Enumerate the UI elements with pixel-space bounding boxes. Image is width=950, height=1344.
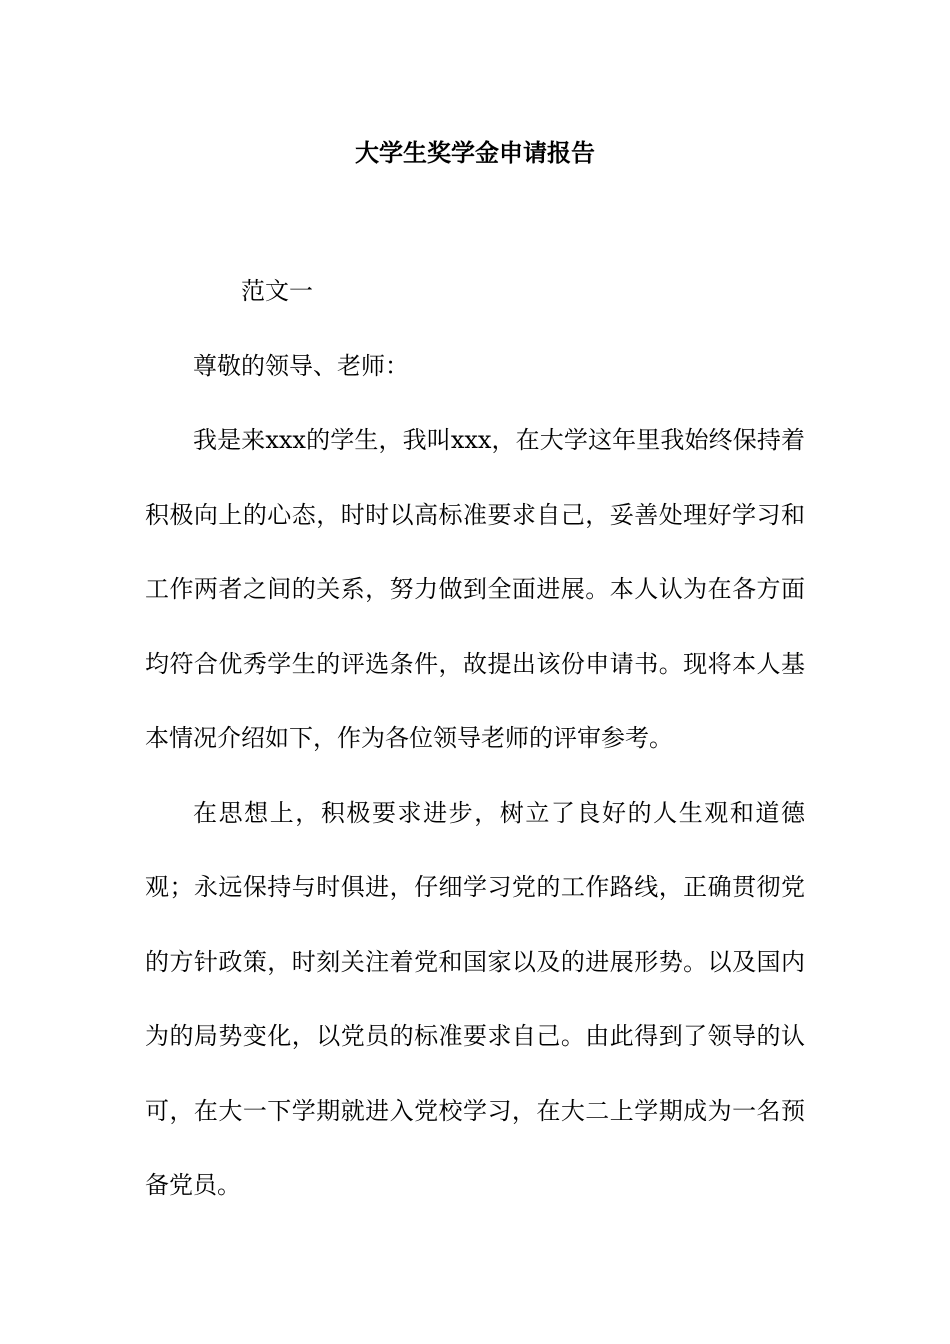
salutation: 尊敬的领导、老师： [193,351,409,380]
paragraph-introduction: 我是来xxx的学生，我叫xxx，在大学这年里我始终保持着积极向上的心态，时时以高标准要求自己，妥善处理好学习和工作两者之间的关系，努力做到全面进展。本人认为在各方面均符合优秀学生的评选条件，故提出该份申请书。现将本人基本情况介绍如下，作为各位领导老师的评审参考。 [145,426,805,752]
section-heading: 范文一 [241,277,313,305]
document-title: 大学生奖学金申请报告 [355,139,595,167]
paragraph-ideology: 在思想上，积极要求进步，树立了良好的人生观和道德观；永远保持与时俱进，仔细学习党的工作路线，正确贯彻党的方针政策，时刻关注着党和国家以及的进展形势。以及国内为的局势变化，以党员的标准要求自己。由此得到了领导的认可，在大一下学期就进入党校学习，在大二上学期成为一名预备党员。 [145,798,805,1199]
document-body [145,254,805,1223]
